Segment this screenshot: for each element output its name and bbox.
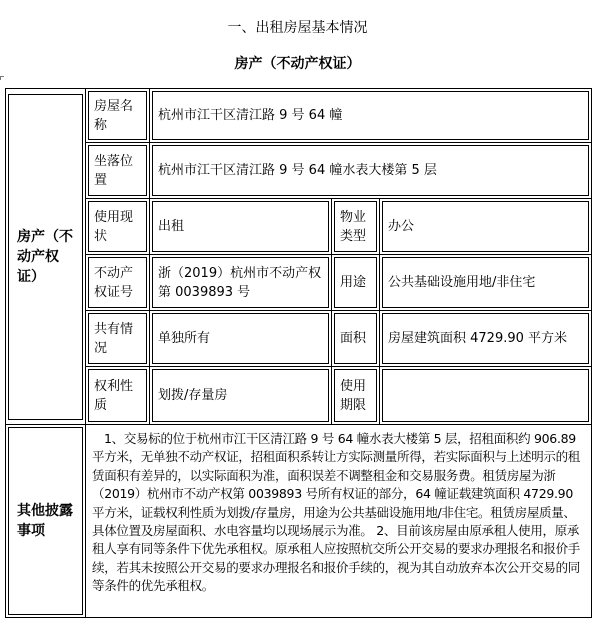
usage-status-value: 出租 — [152, 201, 329, 252]
disclosure-label: 其他披露事项 — [8, 427, 83, 615]
subtitle: 房产（不动产权证） — [234, 56, 361, 72]
cert-no-value: 浙（2019）杭州市不动产权第 0039893 号 — [152, 257, 329, 308]
purpose-value: 公共基础设施用地/非住宅 — [382, 257, 589, 308]
rights-label: 权利性质 — [88, 369, 147, 422]
term-value — [382, 369, 589, 422]
location-label: 坐落位置 — [88, 145, 147, 196]
purpose-label: 用途 — [334, 257, 377, 308]
term-label: 使用期限 — [334, 369, 377, 422]
disclosure-text: 1、交易标的位于杭州市江干区清江路 9 号 64 幢水表大楼第 5 层，招租面积约 906.89 平方米，无单独不动产权证，招租面积系转让方实际测量所得，若实际面积与上述明示的租赁面积有差异的，以实际面积为准，面积误差不调整租金和交易服务费。租赁房屋为浙（2019）杭州市不动产权第 0039893 号所有权证的部分，64 幢证载建筑面积 4729.90 平方米，证载权利性质为划拨/存量房，用途为公共基础设施用地/非住宅。租赁房屋质量、具体位置及房屋面积、水电容量均以现场展示为准。 2、目前该房屋由原承租人使用，原承租人享有同等条件下优先承租权。原承租人应按照杭交所公开交易的要求办理报名和报价手续，若其未按照公开交易的要求办理报名和报价手续的，视为其自动放弃本次公开交易的同等条件的优先承租权。 — [92, 431, 581, 594]
table-row — [6, 367, 592, 425]
table-row — [6, 89, 592, 143]
area-label: 面积 — [334, 313, 377, 364]
shared-label: 共有情况 — [88, 313, 147, 364]
table-row — [6, 199, 592, 255]
shared-value: 单独所有 — [152, 313, 329, 364]
location-value: 杭州市江干区清江路 9 号 64 幢水表大楼第 5 层 — [152, 145, 589, 196]
table-row — [6, 425, 592, 618]
house-name-value: 杭州市江干区清江路 9 号 64 幢 — [152, 91, 589, 140]
table-row — [6, 311, 592, 367]
corner-mark — [0, 76, 4, 80]
table-row — [6, 255, 592, 311]
property-group-cell — [6, 89, 86, 425]
cert-no-label: 不动产权证号 — [88, 257, 147, 308]
house-name-label: 房屋名称 — [88, 91, 147, 140]
section-title: 一、出租房屋基本情况 — [227, 20, 368, 36]
usage-status-label: 使用现状 — [88, 201, 147, 252]
table-row — [6, 143, 592, 199]
area-value: 房屋建筑面积 4729.90 平方米 — [382, 313, 589, 364]
property-type-label: 物业类型 — [334, 201, 377, 252]
property-type-value: 办公 — [382, 201, 589, 252]
property-table — [5, 88, 592, 618]
property-group-label: 房产（不动产权证） — [8, 94, 83, 420]
rights-value: 划拨/存量房 — [152, 369, 329, 422]
